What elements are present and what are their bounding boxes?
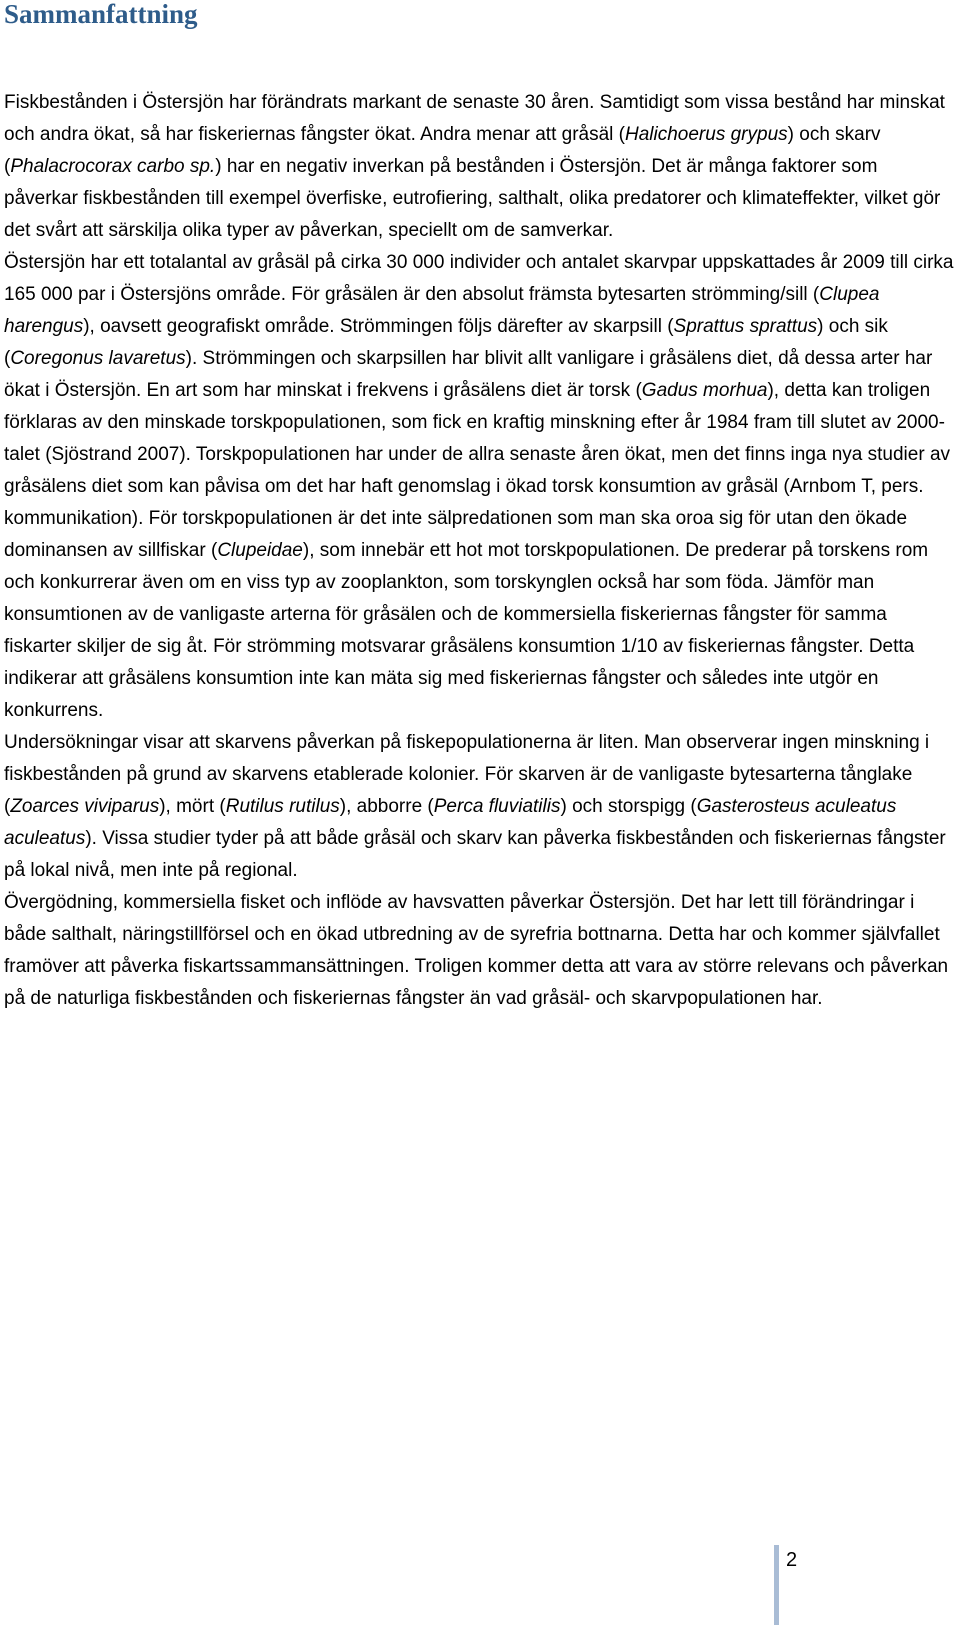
text-run: ) och skarv (: [4, 124, 881, 177]
text-run: ) har en negativ inverkan på bestånden i Östersjön. Det är många faktorer som påverkar fiskbestånden till exempel överfiske, eutrofiering, salthalt, olika predatorer och klimateffekter, vilket gör det svårt att särskilja olika typer av påverkan, speciellt om de samverkar.: [4, 156, 941, 241]
species-name: Zoarces viviparus: [10, 796, 160, 817]
text-run: Undersökningar visar att skarvens påverkan på fiskepopulationerna är liten. Man observerar ingen minskning i fiskbestånden på grund av skarvens etablerade kolonier. För skarven är de vanligaste bytesarterna tånglake (: [4, 732, 930, 817]
paragraph-4: [4, 887, 954, 1015]
species-name: Coregonus lavaretus: [10, 348, 186, 369]
text-run: ), mört (: [159, 796, 226, 817]
text-run: ), abborre (: [339, 796, 434, 817]
text-run: ). Strömmingen och skarpsillen har blivit allt vanligare i gråsälens diet, då dessa arter har ökat i Östersjön. En art som har minskat i frekvens i gråsälens diet är torsk (: [4, 348, 933, 401]
text-run: ), oavsett geografiskt område. Strömmingen följs därefter av skarpsill (: [83, 316, 674, 337]
species-name: Clupeidae: [217, 540, 303, 561]
species-name: Gasterosteus aculeatus aculeatus: [4, 796, 897, 849]
page-number: 2: [786, 1549, 798, 1571]
text-run: ), som innebär ett hot mot torskpopulationen. De prederar på torskens rom och konkurrerar även om en viss typ av zooplankton, som torskynglen också har som föda. Jämför man konsumtionen av de vanligaste arterna för gråsälen och de kommersiella fiskeriernas fångster för samma fiskarter skiljer de sig åt. För strömming motsvarar gråsälens konsumtion 1/10 av fiskeriernas fångster. Detta indikerar att gråsälens konsumtion inte kan mäta sig med fiskeriernas fångster och således inte utgör en konkurrens.: [4, 540, 929, 721]
text-run: Fiskbestånden i Östersjön har förändrats markant de senaste 30 åren. Samtidigt som vissa bestånd har minskat och andra ökat, så har fiskeriernas fångster ökat. Andra menar att gråsäl (: [4, 92, 945, 145]
text-run: Övergödning, kommersiella fisket och inflöde av havsvatten påverkar Östersjön. Det har lett till förändringar i både salthalt, näringstillförsel och en ökad utbredning av de syrefria bottnarna. Detta har och kommer självfallet framöver att påverka fiskartssammansättningen. Troligen kommer detta att vara av större relevans och påverkan på de naturliga fiskbestånden och fiskeriernas fångster än vad gråsäl- och skarvpopulationen har.: [4, 892, 949, 1009]
paragraph-2: [4, 247, 954, 727]
paragraph-1: [4, 87, 954, 247]
paragraph-3: [4, 727, 954, 887]
species-name: Clupea harengus: [4, 284, 880, 337]
page-heading: Sammanfattning: [4, 0, 198, 29]
body-text: [4, 87, 954, 1015]
text-run: ), detta kan troligen förklaras av den minskade torskpopulationen, som fick en kraftig minskning efter år 1984 fram till slutet av 2000-talet (Sjöstrand 2007). Torskpopulationen har under de allra senaste åren ökat, men det finns inga nya studier av gråsälens diet som kan påvisa om det har haft genomslag i ökad torsk konsumtion av gråsäl (Arnbom T, pers. kommunikation). För torskpopulationen är det inte sälpredationen som man ska oroa sig för utan den ökade dominansen av sillfiskar (: [4, 380, 951, 561]
text-run: Östersjön har ett totalantal av gråsäl på cirka 30 000 individer och antalet skarvpar uppskattades år 2009 till cirka 165 000 par i Östersjöns område. För gråsälen är den absolut främsta bytesarten strömming/sill (: [4, 252, 954, 305]
species-name: Sprattus sprattus: [673, 316, 818, 337]
page-number-bar: [774, 1545, 779, 1625]
text-run: ) och sik (: [4, 316, 888, 369]
species-name: Rutilus rutilus: [225, 796, 340, 817]
text-run: ). Vissa studier tyder på att både gråsäl och skarv kan påverka fiskbestånden och fiskeriernas fångster på lokal nivå, men inte på regional.: [4, 828, 946, 881]
text-run: ) och storspigg (: [560, 796, 697, 817]
species-name: Halichoerus grypus: [625, 124, 788, 145]
species-name: Gadus morhua: [641, 380, 768, 401]
species-name: Perca fluviatilis: [433, 796, 561, 817]
species-name: Phalacrocorax carbo sp.: [10, 156, 216, 177]
